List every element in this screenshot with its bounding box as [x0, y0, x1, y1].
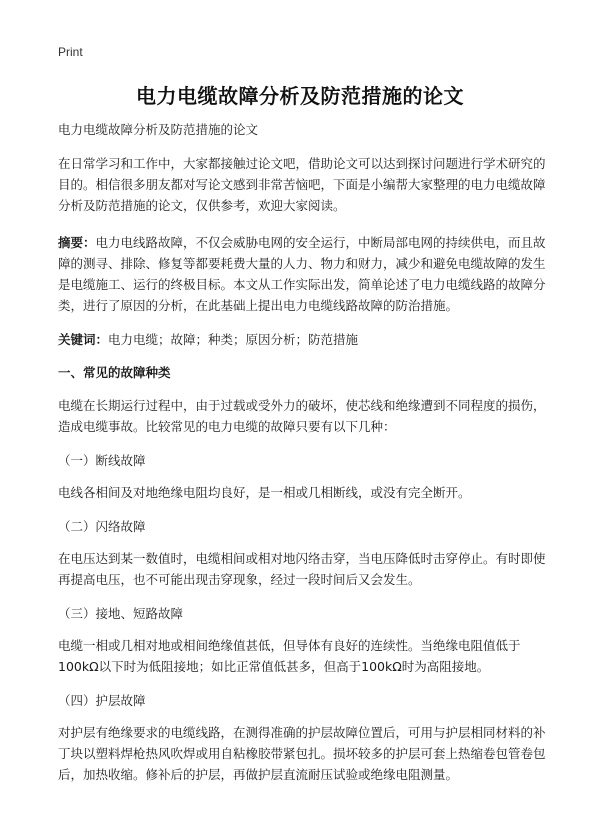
page-title: 电力电缆故障分析及防范措施的论文: [136, 84, 464, 108]
keywords-paragraph: [58, 329, 548, 350]
print-label[interactable]: Print: [58, 45, 83, 59]
subsection-paragraph: 电缆一相或几相对地或相间绝缘值甚低，但导体有良好的连续性。当绝缘电阻值低于100kΩ以下时为低阻接地；如比正常值低甚多，但高于100kΩ时为高阻接地。: [58, 638, 521, 674]
intro-paragraph: 在日常学习和工作中，大家都接触过论文吧，借助论文可以达到探讨问题进行学术研究的目的。相信很多朋友都对写论文感到非常苦恼吧，下面是小编帮大家整理的电力电缆故障分析及防范措施的论文，仅供参考，欢迎大家阅读。: [58, 156, 546, 213]
abstract-text: 电力电线路故障，不仅会威胁电网的安全运行，中断局部电网的持续供电，而且故障的测寻、排除、修复等都要耗费大量的人力、物力和财力，减少和避免电缆故障的发生是电缆施工、运行的终极目标。本文从工作实际出发，简单论述了电力电缆线路的故障分类，进行了原因的分析，在此基础上提出电力电缆线路故障的防治措施。: [58, 235, 546, 313]
section-heading: 一、常见的故障种类: [58, 365, 171, 380]
keywords-text: 电力电缆；故障；种类；原因分析；防范措施: [108, 332, 359, 347]
subsection-heading: （三）接地、短路故障: [58, 606, 184, 621]
keywords-label: 关键词：: [58, 332, 109, 347]
subsection-paragraph: 对护层有绝缘要求的电缆线路，在测得准确的护层故障位置后，可用与护层相同材料的补丁块以塑料焊枪热风吹焊或用自粘橡胶带紧包扎。损坏较多的护层可套上热缩卷包管卷包后，加热收缩。修补后的护层，再做护层直流耐压试验或绝缘电阻测量。: [58, 725, 546, 782]
section-paragraph: 电缆在长期运行过程中，由于过载或受外力的破坏，使芯线和绝缘遭到不同程度的损伤，造成电缆事故。比较常见的电力电缆的故障只要有以下几种：: [58, 398, 546, 434]
subsection-paragraph: 在电压达到某一数值时，电缆相间或相对地闪络击穿，当电压降低时击穿停止。有时即使再提高电压，也不可能出现击穿现象，经过一段时间后又会发生。: [58, 551, 546, 587]
subsection-heading: （二）闪络故障: [58, 519, 146, 534]
subsection-paragraph: 电线各相间及对地绝缘电阻均良好，是一相或几相断线，或没有完全断开。: [58, 485, 471, 500]
abstract-label: 摘要：: [58, 235, 96, 250]
document-subtitle: 电力电缆故障分析及防范措施的论文: [58, 122, 259, 137]
subsection-heading: （一）断线故障: [58, 453, 146, 468]
subsection-heading: （四）护层故障: [58, 693, 146, 708]
abstract-paragraph: [58, 232, 548, 316]
document-body: [58, 119, 548, 798]
